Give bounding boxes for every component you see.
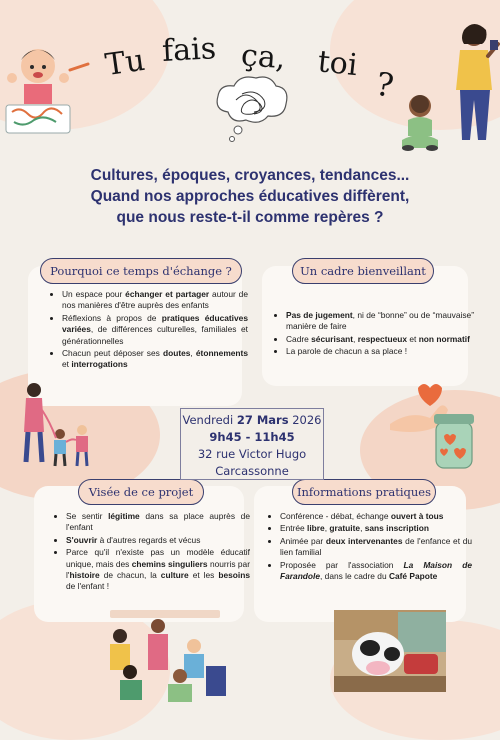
event-date-bold: 27 Mars: [236, 413, 289, 427]
list-item-text: de chacun, la: [99, 570, 161, 581]
list-item-text: libre: [307, 523, 325, 534]
list-item-text: et: [407, 333, 419, 344]
list-item: [62, 313, 248, 347]
event-info-box: [180, 408, 324, 480]
event-time: 9h45 - 11h45: [209, 430, 295, 444]
event-address: 32 rue Victor Hugo: [197, 447, 307, 461]
list-item-text: pratiques éducatives variées: [62, 312, 248, 335]
list-item-text: à d'autres regards et vécus: [97, 534, 201, 545]
list-item-text: ,: [353, 333, 358, 344]
list-item-text: interrogations: [71, 359, 128, 370]
list-item-text: besoins: [218, 570, 251, 581]
list-item: [286, 346, 474, 357]
list-cadre: [272, 310, 474, 359]
list-item-text: La Maison de Farandole: [280, 559, 472, 582]
list-item-text: La parole de chacun a sa place !: [286, 346, 408, 357]
list-item-text: légitime: [108, 511, 140, 521]
toy-photo: [334, 610, 446, 692]
list-item-text: Pas de jugement: [286, 310, 353, 320]
list-item-text: S'ouvrir: [66, 534, 98, 545]
event-date-prefix: Vendredi: [182, 413, 237, 427]
section-title-pourquoi: Pourquoi ce temps d'échange ?: [40, 258, 242, 284]
family-walking-illustration: [18, 380, 106, 468]
subtitle-line: Quand nos approches éducatives diffèrent,: [90, 188, 410, 205]
list-item-text: ouvert à tous: [390, 511, 444, 521]
list-item-text: nourris par l': [66, 558, 250, 581]
list-item-text: échanger et partager: [125, 289, 210, 299]
hand-heart-jar-illustration: [390, 380, 480, 480]
list-item-text: Entrée: [280, 523, 308, 534]
list-item-text: culture: [160, 570, 189, 581]
subtitle-line: Cultures, époques, croyances, tendances...: [90, 167, 410, 184]
event-date-suffix: 2026: [288, 413, 322, 427]
baby-eating-illustration: [0, 30, 100, 140]
list-item-text: sécurisant: [311, 333, 354, 344]
title-word: toi: [316, 44, 360, 84]
title-word: ?: [373, 64, 397, 105]
list-item: [286, 334, 474, 345]
list-item-text: ,: [360, 523, 365, 534]
list-item-text: Un espace pour: [62, 289, 126, 299]
list-item-text: Animée par: [280, 535, 326, 546]
list-item-text: sans inscription: [364, 523, 429, 534]
list-item-text: Se sentir: [66, 511, 109, 521]
list-item: [286, 310, 474, 333]
list-item: [66, 535, 250, 546]
list-item-text: , ni de “bonne” ou de “mauvaise” manière de faire: [286, 310, 474, 332]
list-item-text: et: [62, 359, 72, 370]
list-item-text: ,: [324, 523, 330, 534]
list-item-text: doutes: [162, 348, 191, 359]
list-item-text: Café Papote: [388, 571, 438, 582]
subtitle-line: que nous reste-t-il comme repères ?: [116, 209, 384, 226]
thought-bubble-icon: [208, 72, 298, 144]
adult-standing-illustration: [444, 20, 500, 145]
list-item-text: autour de nos manières d'être auprès des enfants: [62, 289, 248, 311]
section-title-infos: Informations pratiques: [292, 479, 436, 505]
discussion-group-illustration: [100, 606, 230, 702]
list-item-text: Proposée par l'association: [280, 559, 404, 570]
list-item-text: histoire: [69, 570, 100, 581]
list-item-text: étonnements: [195, 348, 248, 359]
list-item-text: dans sa place auprès de l'enfant: [66, 511, 250, 533]
list-item-text: Réflexions à propos de: [62, 312, 162, 323]
list-infos: [266, 511, 472, 583]
title-word: fais: [161, 31, 217, 70]
list-item-text: respectueux: [357, 333, 408, 344]
list-item-text: de l'enfant !: [66, 581, 110, 592]
section-title-cadre: Un cadre bienveillant: [292, 258, 434, 284]
event-date: [181, 412, 323, 429]
list-item: [280, 560, 472, 583]
list-item-text: Cadre: [286, 333, 312, 344]
list-item-text: ,: [190, 348, 196, 359]
subtitle: [0, 165, 500, 228]
list-item-text: et les: [188, 570, 219, 581]
list-item-text: Chacun peut déposer ses: [62, 348, 163, 359]
list-item-text: , dans le cadre du: [320, 571, 389, 582]
list-item: [280, 511, 472, 522]
title-word: Tu: [103, 42, 147, 83]
title-word: ça,: [240, 38, 287, 77]
list-item-text: Conférence - débat, échange: [280, 511, 391, 521]
list-item: [66, 511, 250, 534]
list-item-text: , de différences culturelles, familiales et générationnelles: [62, 324, 248, 346]
list-item: [62, 289, 248, 312]
list-item-text: Parce qu'il n'existe pas un modèle éducatif unique, mais des: [66, 547, 250, 569]
child-sitting-illustration: [398, 92, 442, 154]
list-item-text: gratuite: [329, 523, 361, 534]
list-item: [62, 348, 248, 371]
list-item-text: deux intervenantes: [325, 535, 403, 546]
event-city: Carcassonne: [215, 464, 289, 478]
list-item: [280, 523, 472, 534]
list-item-text: de l'enfance et du lien familial: [280, 535, 473, 558]
list-item: [280, 536, 472, 559]
section-title-visee: Visée de ce projet: [78, 479, 204, 505]
list-item-text: non normatif: [418, 333, 470, 344]
list-visee: [52, 511, 250, 594]
list-item: [66, 547, 250, 593]
list-pourquoi: [48, 289, 248, 372]
list-item-text: chemins singuliers: [131, 558, 208, 569]
